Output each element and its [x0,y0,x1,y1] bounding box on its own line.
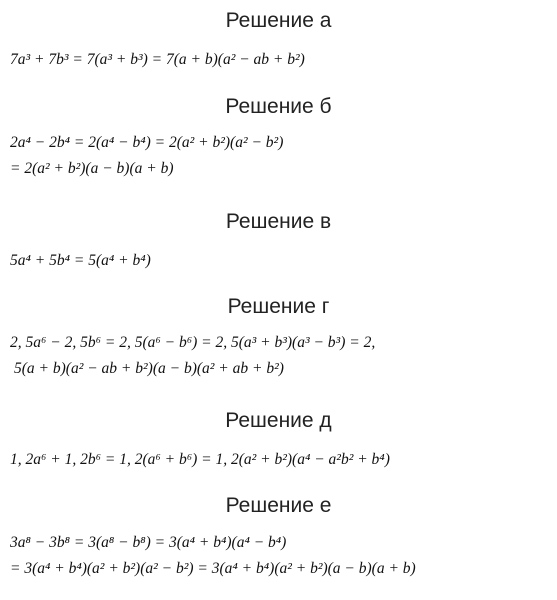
math-line-g-1: 2, 5a⁶ − 2, 5b⁶ = 2, 5(a⁶ − b⁶) = 2, 5(a³ + b³)(a³ − b³) = 2, [10,334,376,351]
math-line-d-1: 1, 2a⁶ + 1, 2b⁶ = 1, 2(a⁶ + b⁶) = 1, 2(a² + b²)(a⁴ − a²b² + b⁴) [10,451,390,468]
math-line-a-1: 7a³ + 7b³ = 7(a³ + b³) = 7(a + b)(a² − ab + b²) [10,51,305,68]
math-line-b-1: 2a⁴ − 2b⁴ = 2(a⁴ − b⁴) = 2(a² + b²)(a² − b²) [10,134,284,151]
math-line-g-2: 5(a + b)(a² − ab + b²)(a − b)(a² + ab + b²) [14,360,284,377]
math-line-e-1: 3a⁸ − 3b⁸ = 3(a⁸ − b⁸) = 3(a⁴ + b⁴)(a⁴ − b⁴) [10,534,287,551]
heading-solution-d: Решение д [225,409,332,432]
heading-solution-b: Решение б [225,95,332,118]
math-line-b-2: = 2(a² + b²)(a − b)(a + b) [10,160,174,177]
heading-solution-g: Решение г [227,295,330,318]
heading-solution-a: Решение а [225,9,332,32]
math-line-v-1: 5a⁴ + 5b⁴ = 5(a⁴ + b⁴) [10,252,151,269]
heading-solution-v: Решение в [225,210,332,233]
heading-solution-e: Решение е [225,494,332,517]
math-line-e-2: = 3(a⁴ + b⁴)(a² + b²)(a² − b²) = 3(a⁴ + b⁴)(a² + b²)(a − b)(a + b) [10,560,416,577]
